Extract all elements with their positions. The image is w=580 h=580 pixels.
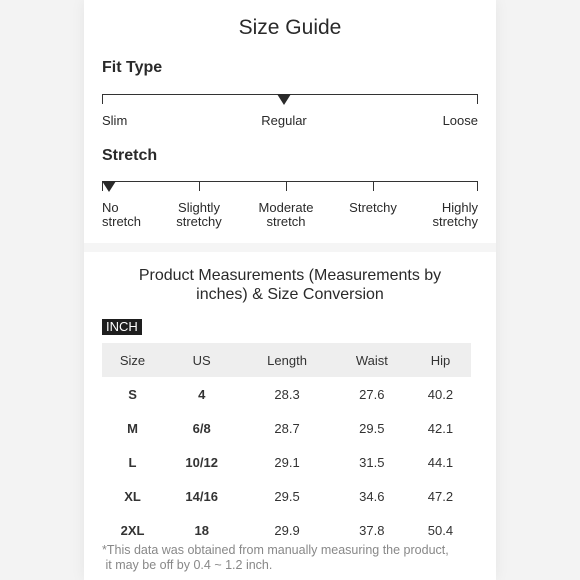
cell-size: M bbox=[127, 420, 138, 436]
measurements-title-line2: inches) & Size Conversion bbox=[196, 286, 384, 303]
fit-option-slim: Slim bbox=[102, 113, 128, 128]
stretch-option-highly-line1: Highly bbox=[441, 200, 478, 215]
stretch-tick-2 bbox=[199, 181, 200, 191]
measurements-title bbox=[124, 266, 456, 304]
stretch-option-no-line1: No bbox=[102, 200, 119, 215]
table-header-row bbox=[102, 343, 471, 377]
cell-length: 29.9 bbox=[274, 522, 300, 538]
table-row bbox=[102, 479, 471, 513]
stretch-option-no-stretch bbox=[102, 201, 141, 229]
page-title: Size Guide bbox=[238, 16, 342, 39]
cell-length: 28.7 bbox=[274, 420, 300, 436]
cell-size: L bbox=[128, 454, 137, 470]
stretch-tick-3 bbox=[286, 181, 287, 191]
cell-hip: 50.4 bbox=[427, 522, 454, 538]
cell-waist: 34.6 bbox=[359, 488, 385, 504]
stretch-option-slightly-line1: Slightly bbox=[178, 200, 220, 215]
fit-type-label: Fit Type bbox=[102, 59, 163, 76]
header-us: US bbox=[163, 343, 240, 377]
cell-hip: 42.1 bbox=[427, 420, 454, 436]
cell-us: 6/8 bbox=[192, 420, 211, 436]
stretch-option-moderate-line1: Moderate bbox=[258, 200, 314, 215]
cell-size: XL bbox=[124, 488, 141, 504]
cell-hip: 40.2 bbox=[427, 386, 454, 402]
cell-hip: 44.1 bbox=[427, 454, 454, 470]
stretch-tick-5 bbox=[477, 181, 478, 191]
header-size: Size bbox=[102, 343, 163, 377]
cell-size: S bbox=[128, 386, 137, 402]
section-divider bbox=[84, 243, 496, 252]
fit-tick-start bbox=[102, 94, 103, 104]
fit-tick-end bbox=[477, 94, 478, 104]
fit-selected-marker-icon bbox=[277, 94, 291, 105]
cell-us: 14/16 bbox=[185, 488, 218, 504]
cell-waist: 27.6 bbox=[359, 386, 385, 402]
stretch-label: Stretch bbox=[102, 147, 158, 164]
disclaimer-line2: it may be off by 0.4 ~ 1.2 inch. bbox=[102, 558, 273, 572]
cell-us: 4 bbox=[198, 386, 206, 402]
stretch-option-no-line2: stretch bbox=[102, 214, 142, 229]
disclaimer-line1: *This data was obtained from manually measuring the product, bbox=[102, 543, 449, 557]
cell-length: 29.1 bbox=[274, 454, 300, 470]
stretch-option-slightly-stretchy bbox=[159, 201, 239, 229]
stretch-option-highly-stretchy bbox=[398, 201, 478, 229]
cell-us: 18 bbox=[194, 522, 209, 538]
unit-badge: INCH bbox=[102, 319, 142, 335]
stretch-option-moderate-line2: stretch bbox=[266, 214, 306, 229]
cell-length: 28.3 bbox=[274, 386, 300, 402]
stretch-tick-4 bbox=[373, 181, 374, 191]
header-length: Length bbox=[240, 343, 333, 377]
cell-length: 29.5 bbox=[274, 488, 300, 504]
stretch-option-highly-line2: stretchy bbox=[432, 214, 478, 229]
stretch-option-moderate-stretch bbox=[246, 201, 326, 229]
stretch-scale-line bbox=[102, 181, 478, 182]
measurements-table bbox=[102, 343, 471, 547]
table-row bbox=[102, 411, 471, 445]
measurement-disclaimer bbox=[102, 543, 482, 573]
table-row bbox=[102, 377, 471, 411]
size-guide-card bbox=[84, 0, 496, 580]
cell-us: 10/12 bbox=[185, 454, 218, 470]
cell-waist: 37.8 bbox=[359, 522, 385, 538]
cell-hip: 47.2 bbox=[427, 488, 454, 504]
stretch-selected-marker-icon bbox=[102, 181, 116, 192]
fit-option-loose: Loose bbox=[442, 113, 478, 128]
cell-waist: 31.5 bbox=[359, 454, 385, 470]
stretch-option-slightly-line2: stretchy bbox=[176, 214, 222, 229]
stretch-option-stretchy-line1: Stretchy bbox=[349, 200, 397, 215]
fit-option-regular: Regular bbox=[261, 113, 307, 128]
cell-size: 2XL bbox=[120, 522, 145, 538]
table-row bbox=[102, 445, 471, 479]
cell-waist: 29.5 bbox=[359, 420, 385, 436]
header-hip: Hip bbox=[410, 343, 471, 377]
table-row bbox=[102, 513, 471, 547]
measurements-title-line1: Product Measurements (Measurements by bbox=[138, 267, 442, 284]
header-waist: Waist bbox=[334, 343, 410, 377]
